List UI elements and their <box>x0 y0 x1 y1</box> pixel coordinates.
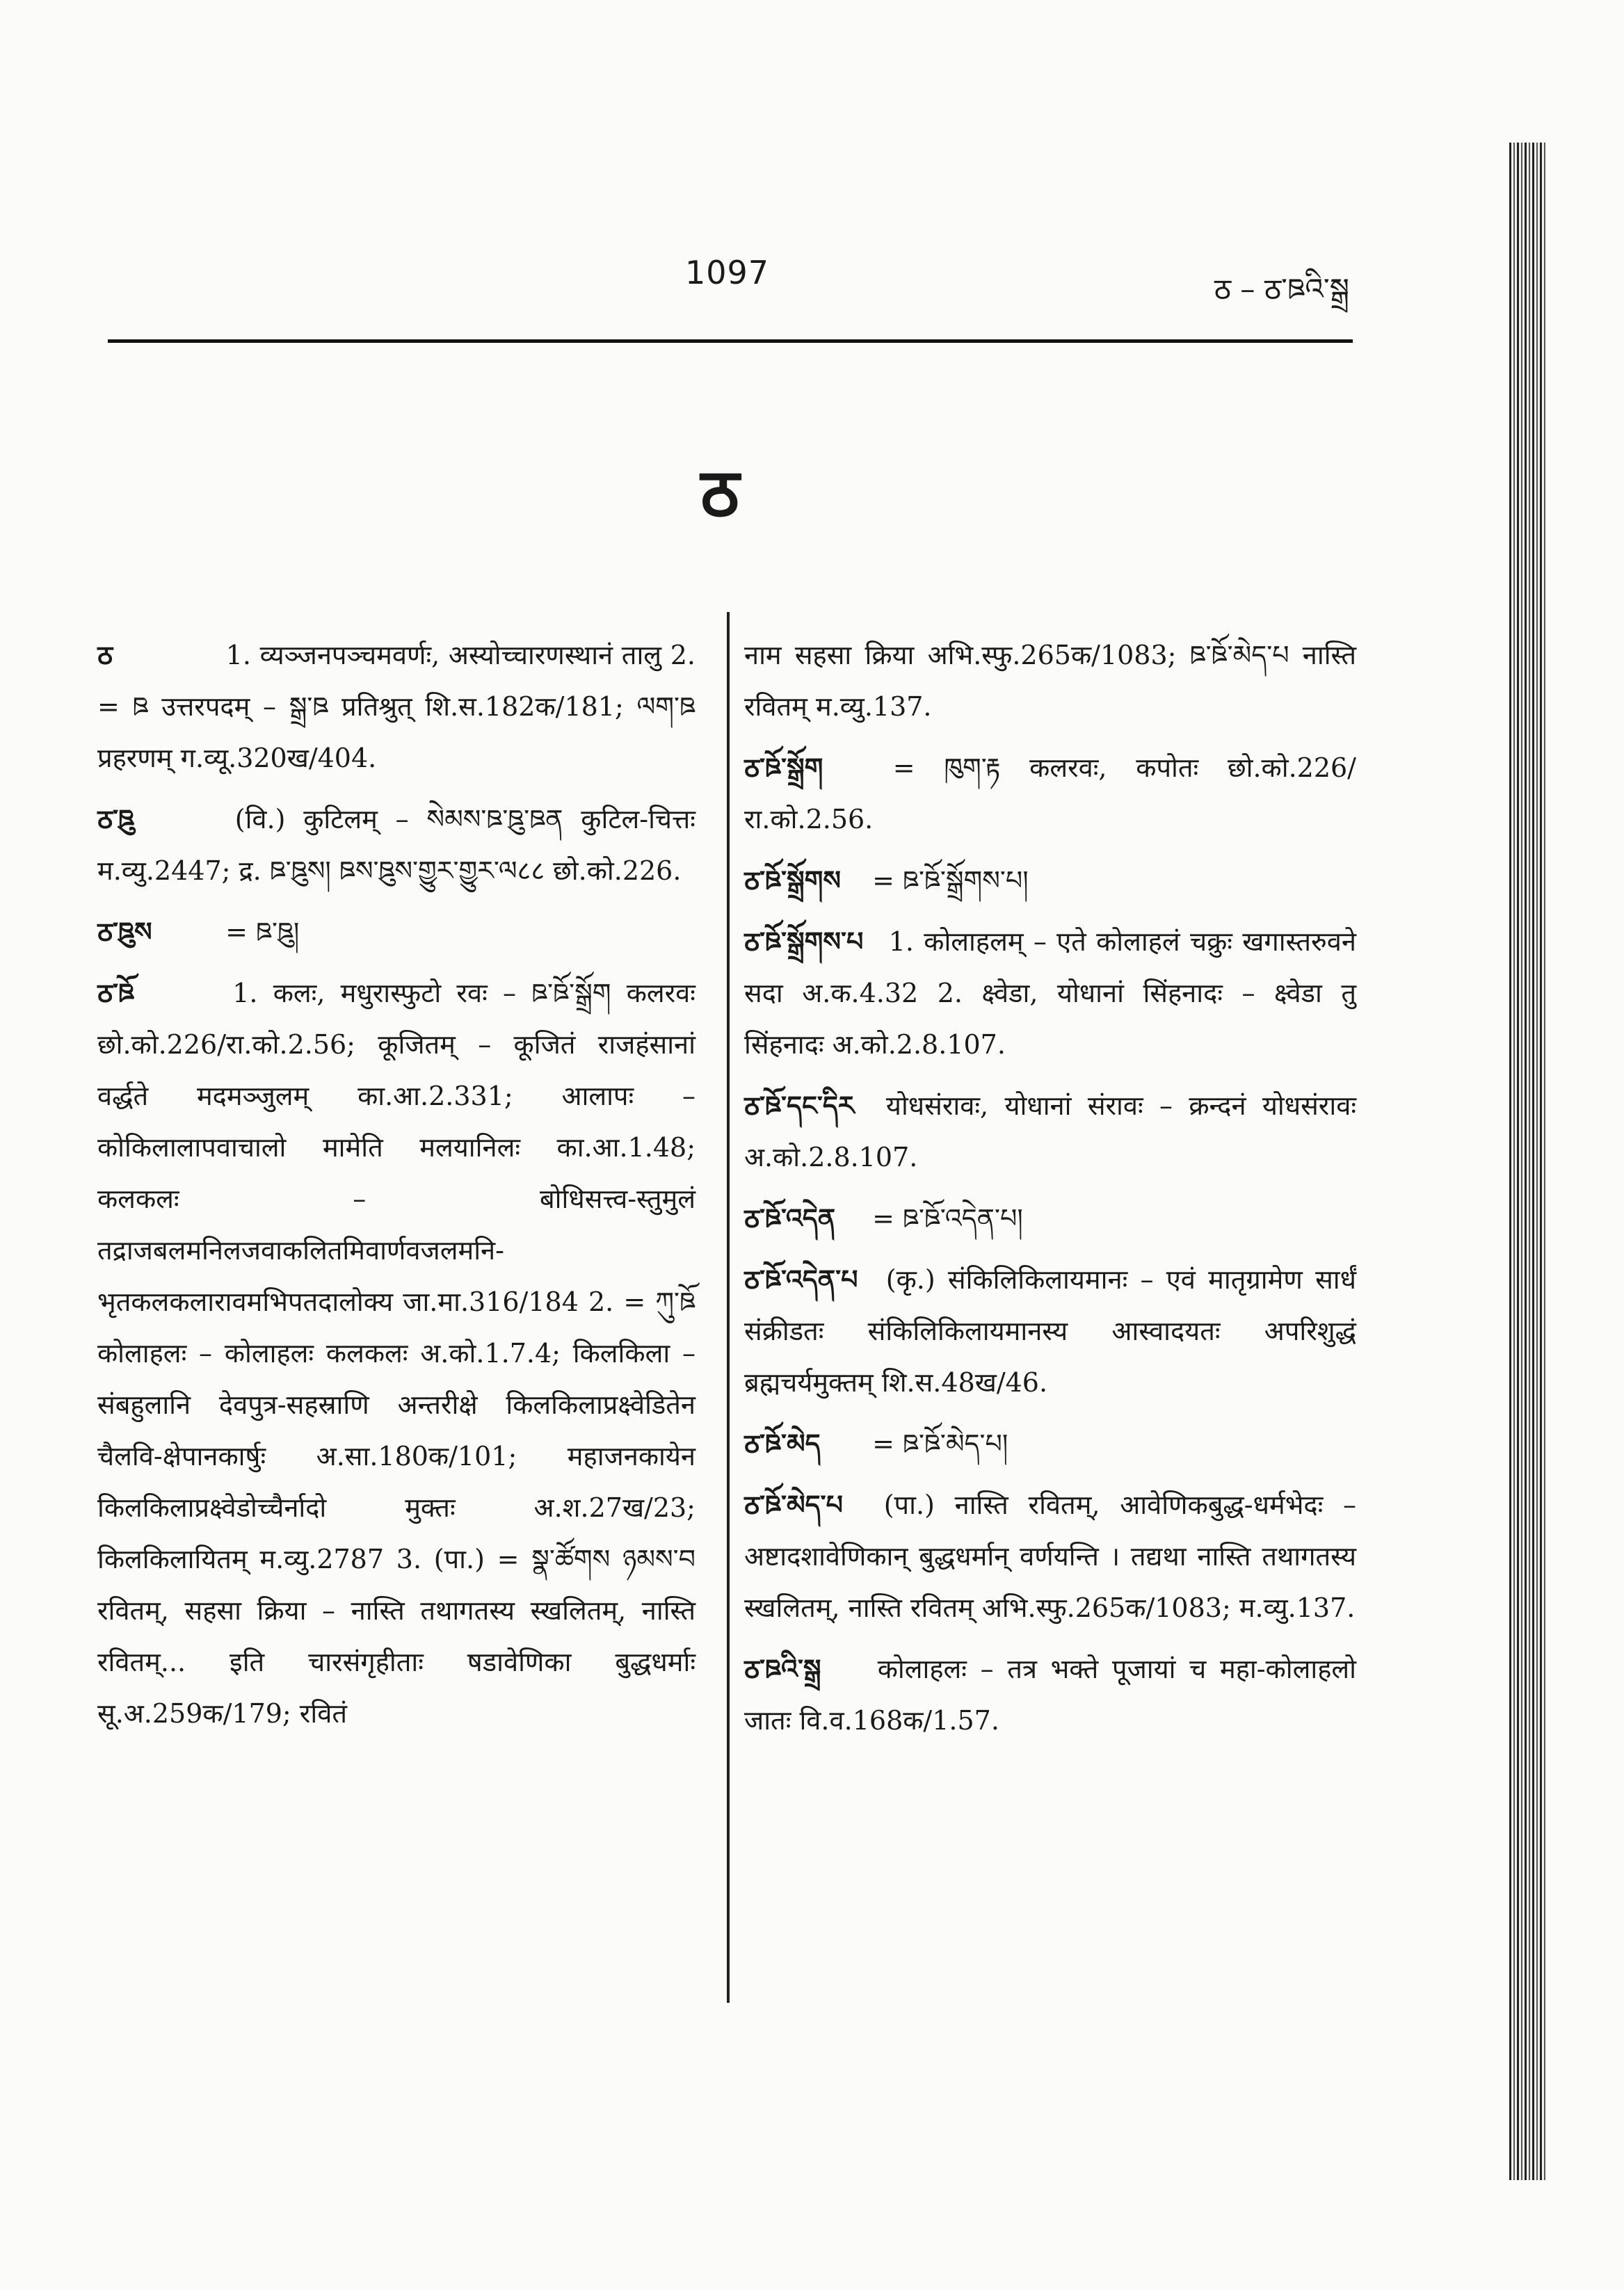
dictionary-entry-continuation <box>744 629 1356 732</box>
dictionary-entry <box>744 1479 1356 1634</box>
entry-definition: 1. कलः, मधुरास्फुटो रवः – ཋ་ཋོ་སྒྲོག कलरवः छो.को.226/रा.को.2.56; कूजितम् – कूजितं राजहंसानां वर्द्धते मदमञ्जुलम् का.आ.2.331; आलापः – कोकिलालापवाचालो मामेति मलयानिलः का.आ.1.48; कलकलः – बोधिसत्त्व-स्तुमुलं तद्राजबलमनिलजवाकलितमिवार्णवजलमनि-भृतकलकलारावमभिपतदालोक्य जा.मा.316/184 2. = ཀུ་ཋོ कोलाहलः – कोलाहलः कलकलः अ.को.1.7.4; किलकिला – संबहुलानि देवपुत्र-सहस्राणि अन्तरीक्षे किलकिलाप्रक्ष्वेडितेन चैलवि-क्षेपानकार्षुः अ.सा.180क/101; महाजनकायेन किलकिलाप्रक्ष्वेडोच्चैर्नादो मुक्तः अ.श.27ख/23; किलकिलायितम् म.व्यु.2787 3. (पा.) = སྣ་ཚོགས ཉམས་བ रवितम्, सहसा क्रिया – नास्ति तथागतस्य स्खलितम्, नास्ति रवितम्... इति चारसंगृहीताः षडावेणिका बुद्धधर्माः सू.अ.259क/179; रवितं <box>97 978 696 1729</box>
entry-headword: ठ་ཋུ <box>97 803 135 834</box>
dictionary-entry <box>744 1080 1356 1183</box>
entry-headword: ठ <box>97 639 113 670</box>
dictionary-entry <box>744 1193 1356 1244</box>
entry-headword: ठ་ཋོ་མེད <box>744 1428 821 1459</box>
running-head: ठ – ठ་ཋའི་སྒྲ <box>1214 272 1349 306</box>
dictionary-entry <box>97 629 696 784</box>
dictionary-entry <box>744 1254 1356 1408</box>
dictionary-entry <box>744 1643 1356 1746</box>
entry-definition: नाम सहसा क्रिया अभि.स्फु.265क/1083; ཋ་ཋོ་མེད་པ नास्ति रवितम् म.व्यु.137. <box>744 640 1356 722</box>
entry-definition: योधसंरावः, योधानां संरावः – क्रन्दनं योधसंरावः अ.को.2.8.107. <box>744 1090 1356 1172</box>
entry-headword: ठ་ཋོ <box>97 977 135 1008</box>
binding-edge <box>1509 143 1545 2180</box>
entry-headword: ठ་ཋོ་སྒྲོགས་པ <box>744 926 864 957</box>
page-number: 1097 <box>685 254 770 291</box>
entry-definition: = ཋ་ཋོ་མེད་པ། <box>872 1428 1008 1459</box>
entry-headword: ठ་ཋོ་འདེན <box>744 1202 836 1234</box>
entry-definition: = ཁུག་རྟ कलरवः, कपोतः छो.को.226/रा.को.2.56. <box>744 752 1356 834</box>
entry-headword: ठ་ཋོ་མེད་པ <box>744 1489 844 1520</box>
entry-headword: ठ་ཋའི་སྒྲ <box>744 1653 821 1684</box>
dictionary-entry <box>97 906 696 958</box>
entry-headword: ठ་ཋོ་སྒྲོགས <box>744 864 842 896</box>
entry-headword: ठ་ཋོ་དང་དིར <box>744 1090 855 1121</box>
dictionary-entry <box>97 793 696 896</box>
dictionary-entry <box>744 916 1356 1070</box>
entry-definition: (पा.) नास्ति रवितम्, आवेणिकबुद्ध-धर्मभेदः – अष्टादशावेणिकान् बुद्धधर्मान् वर्णयन्ति । तद्यथा नास्ति तथागतस्य स्खलितम्, नास्ति रवितम् अभि.स्फु.265क/1083; म.व्यु.137. <box>744 1490 1356 1623</box>
dictionary-entry <box>97 967 696 1739</box>
column-divider <box>727 612 730 2003</box>
entry-definition: 1. व्यञ्जनपञ्चमवर्णः, अस्योच्चारणस्थानं तालु 2. = ཋ उत्तरपदम् – སྒྲ་ཋ प्रतिश्रुत् शि.स.182क/181; ལག་ཋ प्रहरणम् ग.व्यू.320ख/404. <box>97 640 696 773</box>
entry-definition: = ཋ་ཋོ་སྒྲོགས་པ། <box>872 865 1029 896</box>
entry-headword: ठ་ཋུས <box>97 916 152 947</box>
entry-definition: 1. कोलाहलम् – एते कोलाहलं चक्रुः खगास्तरुवने सदा अ.क.4.32 2. क्ष्वेडा, योधानां सिंहनादः – क्ष्वेडा तु सिंहनादः अ.को.2.8.107. <box>744 926 1356 1060</box>
entry-headword: ठ་ཋོ་འདེན་པ <box>744 1264 858 1295</box>
entry-definition: (वि.) कुटिलम् – སེམས་ཋ་ཋུ་ཋན कुटिल-चित्तः म.व्यु.2447; द्र. ཋ་ཋུས། ཋས་ཋུས་གྱུར་གྱུར་ལ८८ छो.को.226. <box>97 804 696 886</box>
left-column <box>97 629 696 1749</box>
entry-definition: = ཋ་ཋུ། <box>225 917 300 947</box>
entry-definition: (कृ.) संकिलिकिलायमानः – एवं मातृग्रामेण सार्धं संक्रीडतः संकिलिकिलायमानस्य आस्वादयतः अपरिशुद्धं ब्रह्मचर्यमुक्तम् शि.स.48ख/46. <box>744 1264 1356 1398</box>
section-letter: ठ <box>700 453 739 532</box>
entry-definition: कोलाहलः – तत्र भक्ते पूजायां च महा-कोलाहलो जातः वि.व.168क/1.57. <box>744 1654 1356 1736</box>
entry-definition: = ཋ་ཋོ་འདེན་པ། <box>872 1203 1023 1234</box>
dictionary-entry <box>744 1418 1356 1469</box>
entry-headword: ठ་ཋོ་སྒྲོག <box>744 752 823 783</box>
right-column <box>744 629 1356 1756</box>
header-rule <box>108 339 1353 343</box>
dictionary-entry <box>744 742 1356 845</box>
dictionary-entry <box>744 855 1356 906</box>
